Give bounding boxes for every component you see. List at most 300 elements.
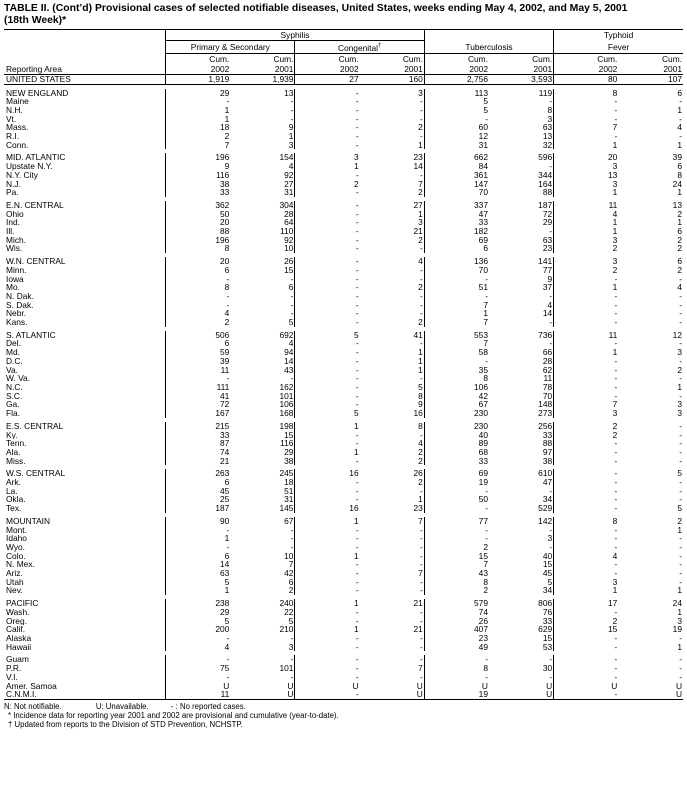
cell-value: 21 bbox=[413, 625, 423, 634]
cell-value: - bbox=[295, 339, 360, 348]
footnotes bbox=[4, 702, 683, 729]
cell-value: 13 bbox=[554, 171, 619, 180]
cell-value: 1 bbox=[166, 586, 231, 595]
cell-value: 63 bbox=[542, 123, 553, 133]
header-year: 2002 bbox=[295, 64, 360, 75]
cell-value: U bbox=[166, 682, 231, 691]
table-row bbox=[4, 236, 683, 245]
header-congenital bbox=[295, 41, 424, 54]
area-name: Iowa bbox=[6, 274, 24, 284]
header-blank-3 bbox=[4, 53, 166, 64]
cell-value: - bbox=[295, 608, 360, 617]
area-name: P.R. bbox=[6, 664, 22, 673]
area-name: Nebr. bbox=[6, 309, 27, 319]
cell-value: 1 bbox=[418, 365, 423, 375]
cell-value: 15 bbox=[542, 560, 553, 570]
cell-value: 1 bbox=[554, 283, 619, 292]
cell-value: 230 bbox=[424, 409, 489, 418]
cell-value: - bbox=[679, 391, 682, 401]
cell-value: 3 bbox=[288, 642, 294, 652]
cell-value: - bbox=[420, 642, 423, 652]
cell-value: 2 bbox=[288, 586, 294, 596]
cell-value: 2 bbox=[677, 265, 682, 275]
area-name: Wash. bbox=[6, 607, 30, 617]
cell-value: - bbox=[554, 392, 619, 401]
footnote-legend bbox=[4, 702, 683, 711]
cell-value: 160 bbox=[360, 74, 425, 84]
cell-value: - bbox=[554, 374, 619, 383]
cell-value: 3 bbox=[547, 534, 553, 543]
cell-value: 6 bbox=[424, 244, 489, 253]
cell-value: 9 bbox=[418, 400, 423, 410]
cell-value: 8 bbox=[554, 89, 619, 98]
cell-value: - bbox=[679, 356, 682, 366]
cell-value: 75 bbox=[166, 664, 231, 673]
cell-value: - bbox=[420, 430, 423, 440]
area-name: Ky. bbox=[6, 430, 18, 440]
cell-value: - bbox=[554, 292, 619, 301]
cell-value: 596 bbox=[538, 153, 553, 163]
cell-value: - bbox=[554, 495, 619, 504]
area-name: Idaho bbox=[6, 534, 27, 543]
cell-value: 72 bbox=[542, 209, 553, 219]
cell-value: 7 bbox=[424, 339, 489, 348]
cell-value: 22 bbox=[284, 607, 294, 617]
cell-value: 15 bbox=[284, 430, 294, 440]
cell-value: 6 bbox=[677, 227, 682, 236]
cell-value: - bbox=[295, 643, 360, 652]
table-row bbox=[4, 301, 683, 310]
cell-value: - bbox=[420, 551, 423, 561]
cell-value: - bbox=[295, 89, 360, 98]
cell-value: 15 bbox=[554, 625, 619, 634]
cell-value: 2 bbox=[424, 543, 489, 552]
cell-value: 629 bbox=[538, 625, 553, 634]
cell-value: 33 bbox=[424, 218, 489, 227]
area-name: Va. bbox=[6, 365, 18, 375]
cell-value: - bbox=[420, 309, 423, 319]
cell-value: - bbox=[295, 218, 360, 227]
table-row bbox=[4, 664, 683, 673]
cell-value: - bbox=[295, 357, 360, 366]
cell-value: 8 bbox=[418, 391, 423, 401]
cell-value: - bbox=[295, 188, 360, 197]
cell-value: 3 bbox=[418, 88, 423, 98]
cell-value: 3 bbox=[554, 180, 619, 189]
cell-value: 238 bbox=[166, 599, 231, 608]
cell-value: 6 bbox=[166, 266, 231, 275]
cell-value: 19 bbox=[672, 625, 682, 634]
cell-value: - bbox=[549, 318, 553, 327]
cell-value: 62 bbox=[542, 365, 553, 375]
cell-value: - bbox=[679, 655, 682, 665]
cell-value: 43 bbox=[424, 569, 489, 578]
table-row bbox=[4, 478, 683, 487]
cell-value: 5 bbox=[288, 616, 294, 626]
cell-value: - bbox=[420, 525, 423, 535]
table-row bbox=[4, 257, 683, 266]
cell-value: - bbox=[295, 634, 360, 643]
cell-value: 23 bbox=[413, 504, 423, 513]
area-name: N.J. bbox=[6, 179, 21, 189]
cell-value: 2 bbox=[418, 235, 423, 245]
table-row bbox=[4, 543, 683, 552]
cell-value: U bbox=[424, 682, 489, 691]
cell-value: - bbox=[554, 448, 619, 457]
cell-value: 1 bbox=[677, 607, 682, 617]
cell-value: U bbox=[489, 690, 554, 699]
area-name: S. ATLANTIC bbox=[6, 330, 56, 340]
cell-value: - bbox=[166, 543, 231, 552]
cell-value: 113 bbox=[424, 89, 489, 98]
table-row bbox=[4, 357, 683, 366]
cell-value: 3 bbox=[677, 409, 682, 418]
cell-value: 8 bbox=[677, 170, 682, 180]
cell-value: - bbox=[679, 291, 682, 301]
cell-value: - bbox=[554, 643, 619, 652]
area-name: Nev. bbox=[6, 586, 23, 596]
cell-value: 3 bbox=[677, 400, 682, 410]
cell-value: 168 bbox=[279, 409, 294, 418]
cell-value: 1 bbox=[418, 140, 423, 150]
cell-value: 16 bbox=[413, 409, 423, 418]
cell-value: 5 bbox=[166, 617, 231, 626]
area-name: Wyo. bbox=[6, 542, 26, 552]
table-row bbox=[4, 218, 683, 227]
cell-value: 2 bbox=[418, 478, 423, 487]
cell-value: - bbox=[679, 560, 682, 570]
cell-value: 4 bbox=[547, 300, 553, 310]
cell-value: - bbox=[420, 655, 423, 665]
cell-value: 29 bbox=[542, 218, 553, 228]
cell-value: 69 bbox=[424, 236, 489, 245]
cell-value: 1 bbox=[295, 625, 360, 634]
cell-value: - bbox=[679, 274, 682, 284]
cell-value: 5 bbox=[677, 469, 682, 479]
table-row bbox=[4, 469, 683, 478]
cell-value: 18 bbox=[166, 123, 231, 132]
cell-value: - bbox=[549, 162, 553, 171]
cell-value: - bbox=[420, 607, 423, 617]
cell-value: 2 bbox=[418, 283, 423, 292]
cell-value: - bbox=[420, 633, 423, 643]
cell-value: 77 bbox=[424, 517, 489, 526]
cell-value: - bbox=[420, 577, 423, 587]
cell-value: 25 bbox=[166, 495, 231, 504]
cell-value: - bbox=[679, 374, 682, 383]
cell-value: 23 bbox=[413, 153, 423, 163]
table-row bbox=[4, 439, 683, 448]
table-row bbox=[4, 74, 683, 84]
cell-value: 92 bbox=[284, 170, 294, 180]
cell-value: 142 bbox=[538, 516, 553, 526]
cell-value: - bbox=[295, 534, 360, 543]
cell-value: - bbox=[679, 551, 682, 561]
cell-value: - bbox=[166, 655, 231, 664]
area-name: Maine bbox=[6, 97, 29, 106]
cell-value: 13 bbox=[284, 88, 294, 98]
cell-value: 6 bbox=[166, 339, 231, 348]
cell-value: 27 bbox=[284, 179, 294, 189]
cell-value: - bbox=[424, 526, 489, 535]
cell-value: 51 bbox=[424, 283, 489, 292]
header-primary-secondary: Primary & Secondary bbox=[166, 41, 295, 54]
cell-value: 579 bbox=[424, 599, 489, 608]
area-name: C.N.M.I. bbox=[4, 690, 166, 699]
cell-value: 337 bbox=[424, 201, 489, 210]
header-blank-tb bbox=[424, 30, 553, 41]
table-row bbox=[4, 608, 683, 617]
cell-value: - bbox=[166, 673, 231, 682]
table-title bbox=[4, 3, 683, 27]
area-name: Del. bbox=[6, 339, 21, 349]
area-name: Guam bbox=[6, 655, 29, 665]
area-name: Okla. bbox=[6, 495, 26, 505]
area-name: N.Y. City bbox=[6, 170, 38, 180]
cell-value: - bbox=[420, 97, 423, 106]
cell-value: 1 bbox=[677, 525, 682, 535]
area-name: Mass. bbox=[6, 123, 29, 133]
cell-value: - bbox=[554, 543, 619, 552]
cell-value: 89 bbox=[424, 439, 489, 448]
cell-value: - bbox=[295, 543, 360, 552]
cell-value: 39 bbox=[672, 153, 682, 163]
cell-value: 101 bbox=[279, 391, 294, 401]
table-row bbox=[4, 318, 683, 327]
cell-value: - bbox=[554, 469, 619, 478]
cell-value: - bbox=[679, 439, 682, 448]
cell-value: 1 bbox=[288, 132, 294, 141]
cell-value: 529 bbox=[538, 504, 553, 513]
area-name: Ind. bbox=[6, 218, 20, 228]
area-name: Hawaii bbox=[6, 642, 32, 652]
cell-value: 8 bbox=[166, 244, 231, 253]
cell-value: - bbox=[295, 673, 360, 682]
cell-value: - bbox=[166, 526, 231, 535]
cell-value: U bbox=[416, 681, 423, 691]
cell-value: 2 bbox=[677, 209, 682, 219]
cell-value: 8 bbox=[424, 578, 489, 587]
cell-value: - bbox=[424, 673, 489, 682]
cell-value: 1 bbox=[424, 309, 489, 318]
cell-value: - bbox=[679, 478, 682, 487]
cell-value: 45 bbox=[166, 487, 231, 496]
header-year: 2001 bbox=[618, 64, 683, 75]
table-row bbox=[4, 690, 683, 699]
cell-value: - bbox=[679, 672, 682, 682]
cell-value: 106 bbox=[279, 400, 294, 410]
cell-value: - bbox=[420, 274, 423, 284]
cell-value: 45 bbox=[542, 569, 553, 578]
table-row bbox=[4, 89, 683, 98]
area-name: PACIFIC bbox=[6, 599, 39, 608]
cell-value: 1 bbox=[418, 495, 423, 505]
header-cum: Cum. bbox=[295, 53, 360, 64]
area-name: Tex. bbox=[6, 504, 22, 513]
cell-value: - bbox=[290, 274, 294, 284]
cell-value: 7 bbox=[554, 123, 619, 132]
cell-value: 7 bbox=[166, 141, 231, 150]
cell-value: 26 bbox=[413, 469, 423, 479]
area-name: NEW ENGLAND bbox=[6, 88, 69, 98]
area-name: V.I. bbox=[6, 672, 18, 682]
cell-value: 4 bbox=[554, 552, 619, 561]
cell-value: - bbox=[420, 374, 423, 383]
cell-value: 4 bbox=[166, 643, 231, 652]
cell-value: - bbox=[424, 292, 489, 301]
table-row bbox=[4, 457, 683, 466]
table-row bbox=[4, 266, 683, 275]
cell-value: 29 bbox=[166, 608, 231, 617]
cell-value: 6 bbox=[288, 577, 294, 587]
cell-value: - bbox=[554, 275, 619, 284]
area-name: Utah bbox=[6, 577, 24, 587]
cell-value: 39 bbox=[166, 357, 231, 366]
cell-value: 200 bbox=[166, 625, 231, 634]
cell-value: - bbox=[295, 383, 360, 392]
cell-value: 6 bbox=[166, 552, 231, 561]
cell-value: 7 bbox=[288, 560, 294, 570]
cell-value: 116 bbox=[280, 439, 294, 448]
cell-value: 7 bbox=[418, 516, 423, 526]
cell-value: 11 bbox=[554, 331, 619, 340]
area-name: E.S. CENTRAL bbox=[6, 421, 64, 431]
table-row bbox=[4, 578, 683, 587]
cell-value: 13 bbox=[672, 200, 682, 210]
cell-value: 2 bbox=[677, 235, 682, 245]
cell-value: 38 bbox=[284, 456, 294, 466]
footnote-dagger: † Updated from reports to the Division of STD Prevention, NCHSTP. bbox=[8, 719, 243, 729]
cell-value: 24 bbox=[672, 599, 682, 608]
cell-value: 43 bbox=[284, 365, 294, 375]
cell-value: 806 bbox=[538, 599, 553, 608]
cell-value: 1 bbox=[295, 552, 360, 561]
cell-value: 7 bbox=[554, 400, 619, 409]
cell-value: 164 bbox=[538, 179, 553, 189]
cell-value: - bbox=[295, 560, 360, 569]
cell-value: 4 bbox=[418, 439, 423, 448]
cell-value: 20 bbox=[166, 218, 231, 227]
cell-value: - bbox=[166, 301, 231, 310]
cell-value: 154 bbox=[279, 153, 294, 163]
cell-value: 167 bbox=[166, 409, 231, 418]
cell-value: 3 bbox=[554, 236, 619, 245]
header-year: 2002 bbox=[424, 64, 489, 75]
cell-value: 51 bbox=[284, 486, 294, 496]
cell-value: - bbox=[290, 525, 294, 535]
cell-value: - bbox=[549, 227, 553, 236]
cell-value: - bbox=[554, 318, 619, 327]
cell-value: 5 bbox=[424, 97, 489, 106]
cell-value: - bbox=[679, 456, 682, 466]
cell-value: 4 bbox=[288, 339, 294, 349]
cell-value: 2 bbox=[554, 431, 619, 440]
cell-value: - bbox=[295, 664, 360, 673]
cell-value: 610 bbox=[538, 469, 553, 479]
header-typhoid: Typhoid bbox=[554, 30, 683, 41]
cell-value: 50 bbox=[166, 210, 231, 219]
cell-value: 1,939 bbox=[230, 74, 295, 84]
cell-value: 21 bbox=[166, 457, 231, 466]
cell-value: 76 bbox=[542, 607, 553, 617]
cell-value: 19 bbox=[424, 478, 489, 487]
cell-value: 4 bbox=[166, 309, 231, 318]
cell-value: - bbox=[166, 97, 231, 106]
cell-value: 8 bbox=[166, 283, 231, 292]
cell-value: - bbox=[679, 300, 682, 310]
cell-value: - bbox=[554, 457, 619, 466]
cell-value: 5 bbox=[288, 318, 294, 327]
table-row bbox=[4, 400, 683, 409]
header-reporting-area: Reporting Area bbox=[4, 64, 166, 75]
cell-value: 2 bbox=[677, 516, 682, 526]
area-name: S.C. bbox=[6, 391, 23, 401]
header-cum: Cum. bbox=[532, 53, 553, 64]
cell-value: 11 bbox=[554, 201, 619, 210]
cell-value: 7 bbox=[424, 301, 489, 310]
cell-value: - bbox=[554, 487, 619, 496]
cell-value: 3 bbox=[554, 578, 619, 587]
cell-value: 11 bbox=[166, 366, 231, 375]
cell-value: 407 bbox=[424, 625, 489, 634]
cell-value: 1 bbox=[166, 115, 231, 124]
cell-value: 245 bbox=[279, 469, 294, 479]
cell-value: 42 bbox=[284, 569, 294, 578]
cell-value: - bbox=[295, 201, 360, 210]
header-cum: Cum. bbox=[166, 53, 231, 64]
cell-value: - bbox=[295, 569, 360, 578]
table-row bbox=[4, 586, 683, 595]
cell-value: 19 bbox=[424, 690, 489, 699]
cell-value: - bbox=[424, 504, 489, 513]
cell-value: - bbox=[424, 534, 489, 543]
area-name: Upstate N.Y. bbox=[6, 162, 53, 171]
cell-value: 41 bbox=[166, 392, 231, 401]
cell-value: 94 bbox=[284, 348, 294, 357]
cell-value: - bbox=[679, 447, 682, 457]
footnote-star: * Incidence data for reporting year 2001 and 2002 are provisional and cumulative (year-to-date). bbox=[8, 710, 339, 720]
cell-value: 64 bbox=[284, 218, 294, 228]
cell-value: 3 bbox=[677, 616, 682, 626]
cell-value: 92 bbox=[284, 235, 294, 245]
table-row bbox=[4, 409, 683, 418]
cell-value: 198 bbox=[279, 421, 294, 431]
cell-value: - bbox=[420, 586, 423, 596]
cell-value: - bbox=[295, 526, 360, 535]
cell-value: - bbox=[166, 634, 231, 643]
cell-value: 31 bbox=[284, 495, 294, 505]
table-row bbox=[4, 526, 683, 535]
cell-value: 28 bbox=[284, 209, 294, 219]
cell-value: - bbox=[166, 374, 231, 383]
header-blank bbox=[4, 30, 166, 41]
cell-value: 20 bbox=[166, 257, 231, 266]
cell-value: 182 bbox=[424, 227, 489, 236]
cell-value: 2 bbox=[418, 123, 423, 133]
cell-value: 14 bbox=[413, 162, 423, 171]
cell-value: - bbox=[549, 655, 553, 665]
cell-value: 215 bbox=[166, 422, 231, 431]
cell-value: - bbox=[420, 534, 423, 543]
header-syphilis: Syphilis bbox=[166, 30, 425, 41]
cell-value: 42 bbox=[424, 392, 489, 401]
cell-value: U bbox=[675, 681, 682, 691]
cell-value: 68 bbox=[424, 448, 489, 457]
cell-value: 59 bbox=[166, 348, 231, 357]
cell-value: - bbox=[424, 655, 489, 664]
cell-value: 2 bbox=[418, 188, 423, 197]
cell-value: 4 bbox=[677, 283, 682, 292]
